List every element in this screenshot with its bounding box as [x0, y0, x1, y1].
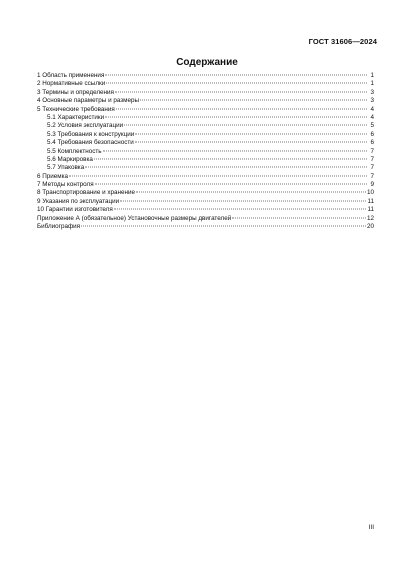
toc-entry[interactable]	[37, 122, 374, 130]
toc-entry-label: 7 Методы контроля	[37, 181, 94, 189]
toc-entry-page: 11	[367, 197, 374, 205]
toc-dot-leader	[115, 91, 367, 92]
toc-entry-label: 6 Приемка	[37, 172, 69, 180]
toc-dot-leader	[135, 142, 367, 143]
toc-entry-label: 5.4 Требования безопасности	[47, 139, 134, 147]
toc-dot-leader	[106, 83, 367, 84]
toc-entry-page: 11	[367, 206, 374, 214]
toc-entry[interactable]	[37, 131, 374, 139]
toc-dot-leader	[135, 133, 367, 134]
toc-entry[interactable]	[37, 72, 374, 80]
toc-dot-leader	[81, 226, 366, 227]
toc-entry[interactable]	[37, 189, 374, 197]
toc-entry-page: 3	[370, 88, 374, 96]
toc-entry-page: 6	[370, 130, 374, 138]
toc-entry[interactable]	[37, 139, 374, 147]
toc-entry[interactable]	[37, 80, 374, 88]
toc-entry-page: 7	[370, 164, 374, 172]
toc-dot-leader	[120, 200, 366, 201]
toc-entry-label: 10 Гарантии изготовителя	[37, 206, 113, 214]
toc-entry-page: 4	[370, 105, 374, 113]
toc-entry[interactable]	[37, 198, 374, 206]
toc-entry-page: 7	[370, 172, 374, 180]
toc-entry-page: 4	[370, 113, 374, 121]
toc-entry[interactable]	[37, 223, 374, 231]
toc-dot-leader	[103, 150, 367, 151]
toc-entry[interactable]	[37, 181, 374, 189]
page-number: III	[368, 524, 374, 531]
toc-dot-leader	[136, 192, 366, 193]
toc-entry-label: 5.2 Условия эксплуатации	[47, 122, 124, 130]
document-code: ГОСТ 31606—2024	[308, 37, 377, 46]
toc-entry-page: 1	[370, 72, 374, 79]
toc-entry[interactable]	[37, 156, 374, 164]
toc-entry-label: 1 Область применения	[37, 72, 105, 79]
toc-entry-page: 9	[370, 181, 374, 189]
toc-entry-page: 10	[366, 189, 374, 197]
toc-entry[interactable]	[37, 215, 374, 223]
toc-entry-label: 5 Технические требования	[37, 105, 115, 113]
toc-dot-leader	[69, 175, 367, 176]
toc-entry-label: 9 Указания по эксплуатации	[37, 197, 120, 205]
toc-entry[interactable]	[37, 173, 374, 181]
toc-entry-page: 20	[366, 223, 374, 231]
toc-entry-page: 3	[370, 97, 374, 105]
toc-entry[interactable]	[37, 148, 374, 156]
toc-dot-leader	[95, 184, 367, 185]
toc-entry-page: 6	[370, 139, 374, 147]
toc-dot-leader	[85, 167, 367, 168]
toc-entry-label: 5.1 Характеристики	[47, 113, 105, 121]
toc-entry-label: 4 Основные параметры и размеры	[37, 97, 140, 105]
toc-dot-leader	[105, 116, 367, 117]
toc-entry[interactable]	[37, 206, 374, 214]
toc-entry[interactable]	[37, 164, 374, 172]
toc-dot-leader	[116, 108, 367, 109]
toc-entry-label: 5.5 Комплектность	[47, 147, 102, 155]
toc-dot-leader	[94, 158, 367, 159]
toc-entry-label: 2 Нормативные ссылки	[37, 80, 106, 88]
toc-title: Содержание	[176, 57, 238, 68]
toc-entry-page: 5	[370, 122, 374, 130]
toc-entry-label: 5.3 Требования к конструкции	[47, 130, 135, 138]
toc-entry[interactable]	[37, 89, 374, 97]
toc-entry-label: 5.7 Упаковка	[47, 164, 85, 172]
toc-entry-page: 12	[366, 214, 374, 222]
toc-dot-leader	[114, 209, 367, 210]
toc-entry[interactable]	[37, 97, 374, 105]
toc-entry-page: 1	[370, 80, 374, 88]
toc-dot-leader	[124, 125, 367, 126]
toc-list	[37, 72, 374, 231]
toc-entry-label: 8 Транспортирование и хранение	[37, 189, 135, 197]
toc-entry-label: 5.6 Маркировка	[47, 155, 93, 163]
toc-dot-leader	[232, 217, 366, 218]
toc-entry-page: 7	[370, 147, 374, 155]
toc-entry-label: Приложение А (обязательное) Установочные размеры двигателей	[37, 214, 232, 222]
toc-entry[interactable]	[37, 114, 374, 122]
toc-entry[interactable]	[37, 106, 374, 114]
toc-entry-label: Библиография	[37, 223, 81, 231]
toc-dot-leader	[105, 75, 367, 76]
toc-entry-page: 7	[370, 155, 374, 163]
toc-entry-label: 3 Термины и определения	[37, 88, 114, 96]
toc-dot-leader	[140, 100, 367, 101]
